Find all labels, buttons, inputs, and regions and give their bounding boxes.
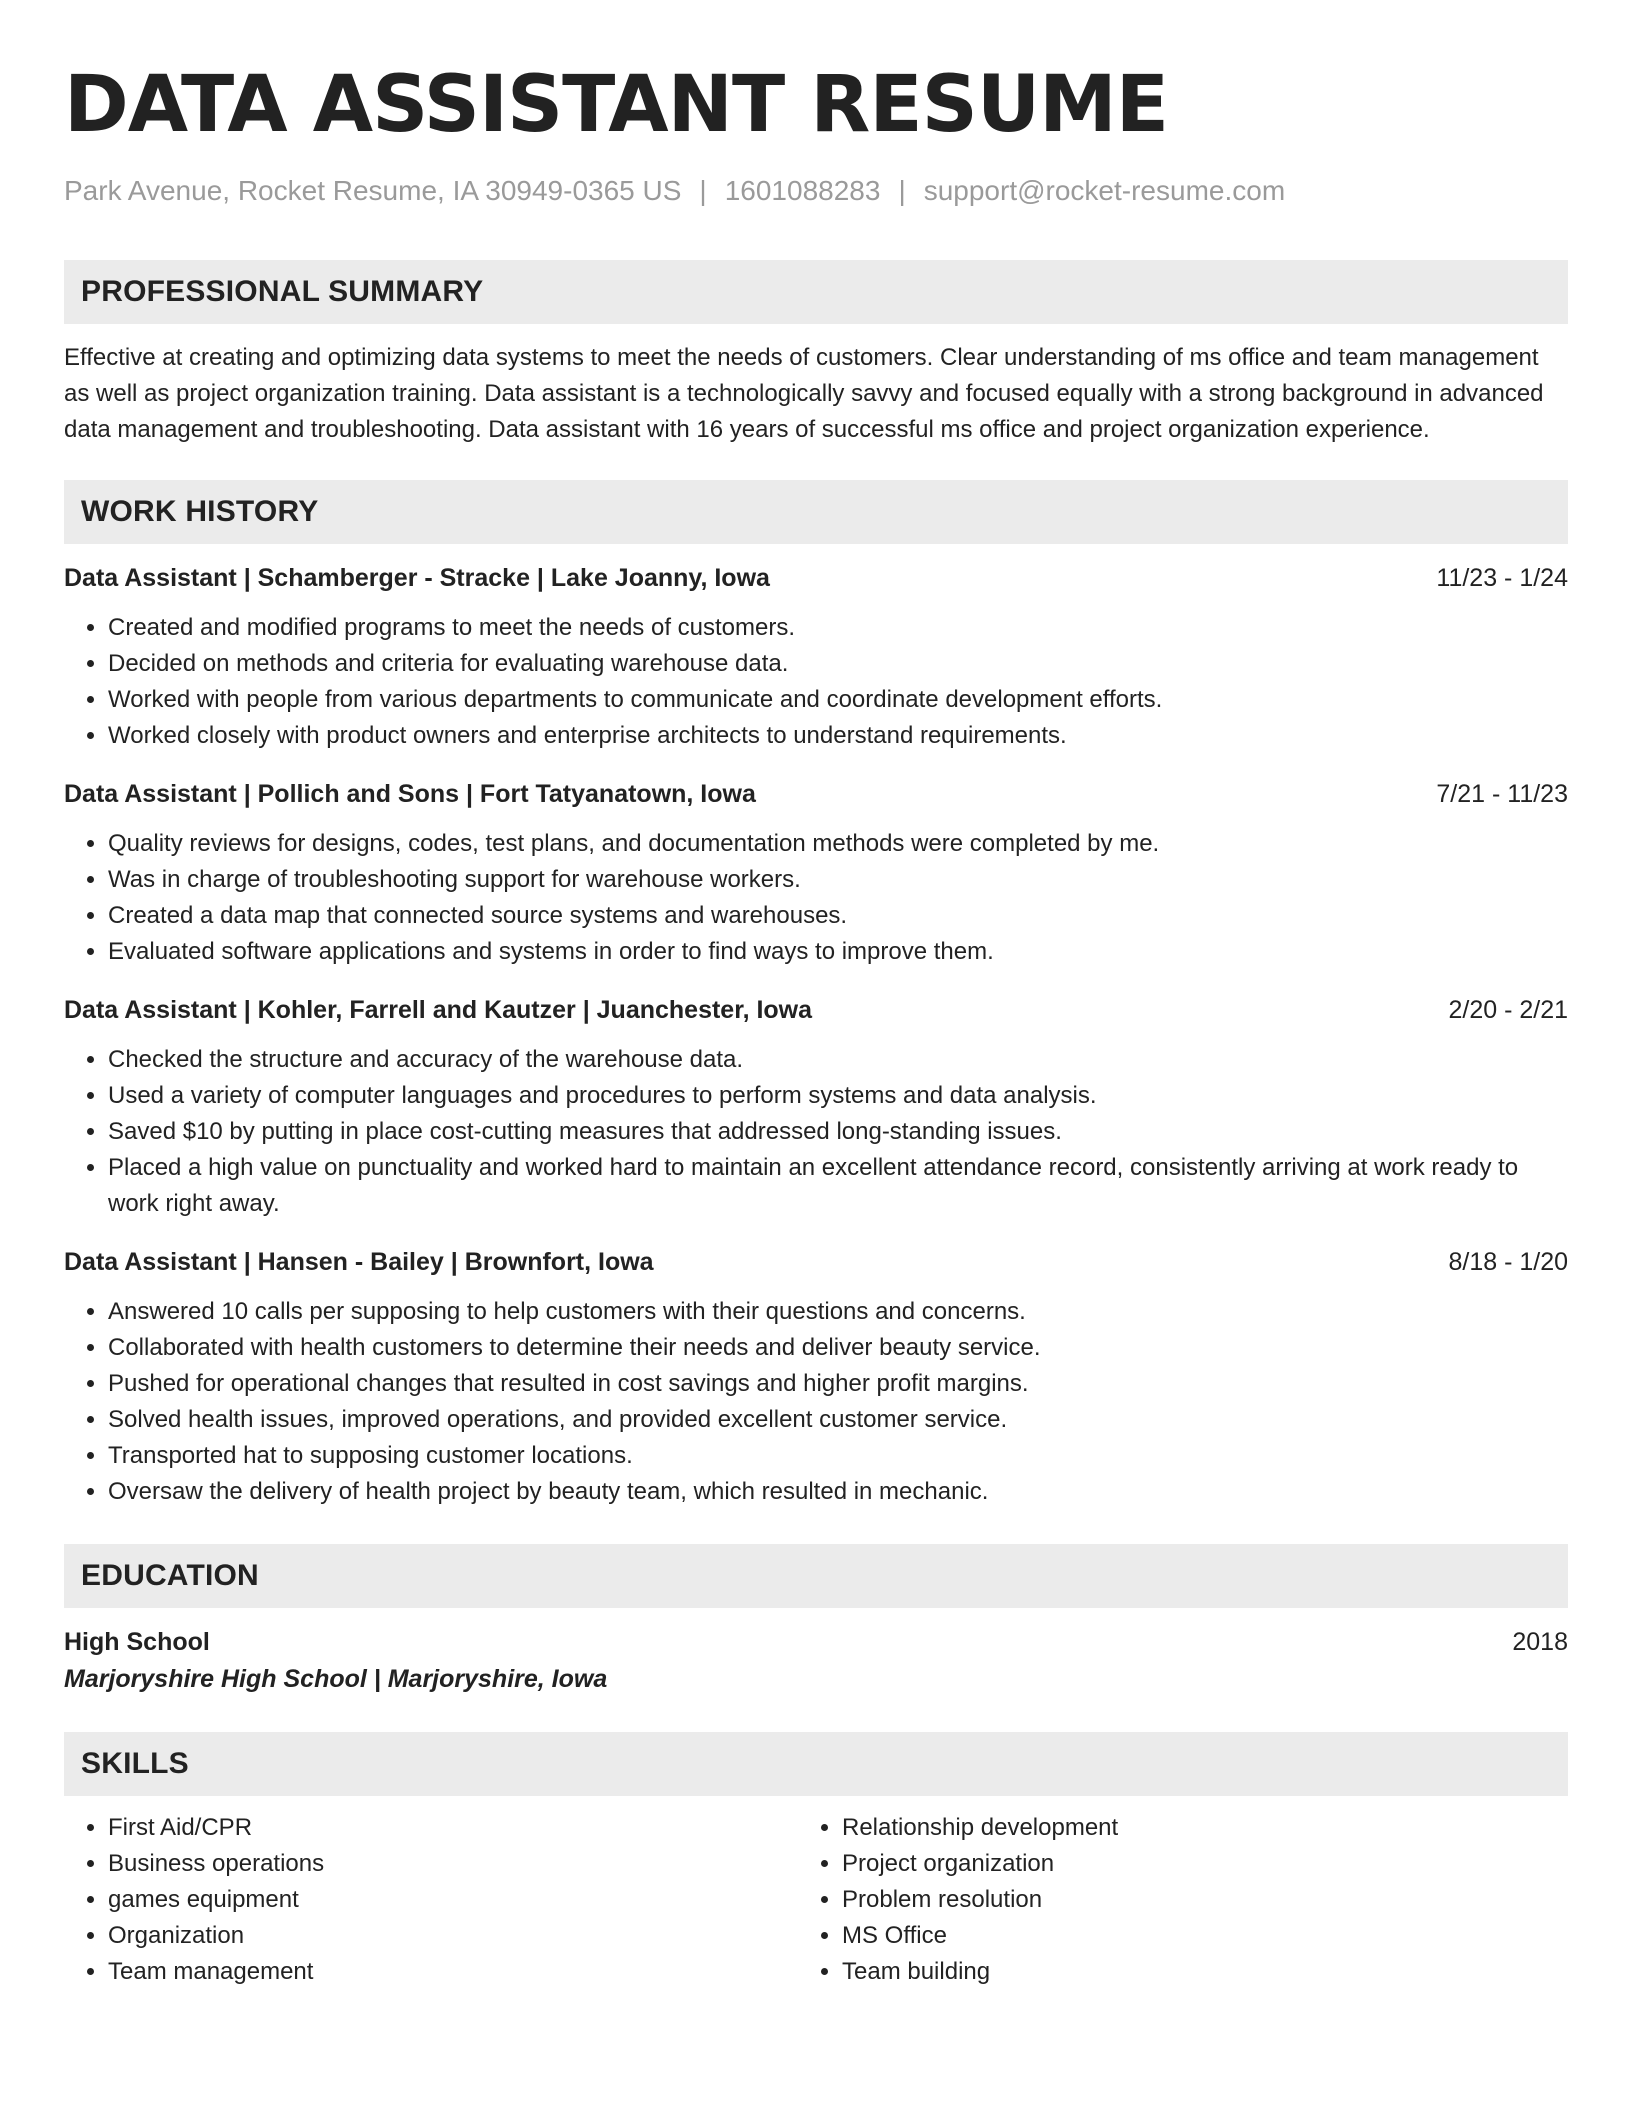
job-bullet: • Oversaw the delivery of health project by beauty team, which resulted in mechanic. [108,1474,1568,1510]
job-bullets [64,1042,1568,1222]
section-header-skills: SKILLS [64,1732,1568,1796]
job-title: Data Assistant | Schamberger - Stracke | Lake Joanny, Iowa [64,563,770,592]
education-entry [64,1624,1568,1698]
job-bullet: • Transported hat to supposing customer locations. [108,1438,1568,1474]
job-bullet: • Worked closely with product owners and enterprise architects to understand requirements. [108,718,1568,754]
contact-phone: 1601088283 [724,175,881,206]
job-bullet: • Evaluated software applications and systems in order to find ways to improve them. [108,934,1568,970]
job-bullet: • Worked with people from various departments to communicate and coordinate development efforts. [108,682,1568,718]
skills-list [64,1810,1568,1990]
job-bullet: • Quality reviews for designs, codes, test plans, and documentation methods were completed by me. [108,826,1568,862]
skill-item: • Team building [842,1954,1532,1990]
section-header-work-history: WORK HISTORY [64,480,1568,544]
skill-item: • First Aid/CPR [108,1810,798,1846]
skill-item: • MS Office [842,1918,1532,1954]
skill-item: • Problem resolution [842,1882,1532,1918]
summary-text: Effective at creating and optimizing data systems to meet the needs of customers. Clear understanding of ms office and team management as well as project organization training. Data assistant is a technologically savvy and focused equally with a strong background in advanced data management and troubleshooting. Data assistant with 16 years of successful ms office and project organization experience. [64,343,1544,443]
section-header-summary: PROFESSIONAL SUMMARY [64,260,1568,324]
job-title: Data Assistant | Pollich and Sons | Fort Tatyanatown, Iowa [64,779,756,808]
job-dates: 2/20 - 2/21 [1448,995,1568,1024]
job-bullet: • Created a data map that connected source systems and warehouses. [108,898,1568,934]
job-bullet: • Was in charge of troubleshooting support for warehouse workers. [108,862,1568,898]
section-header-education: EDUCATION [64,1544,1568,1608]
job-title: Data Assistant | Kohler, Farrell and Kautzer | Juanchester, Iowa [64,995,813,1024]
job-entry [64,776,1568,970]
job-bullet: • Answered 10 calls per supposing to help customers with their questions and concerns. [108,1294,1568,1330]
skills-column-right [798,1810,1532,1990]
skill-item: • Team management [108,1954,798,1990]
skill-item: • games equipment [108,1882,798,1918]
job-header [64,560,1568,596]
job-entry [64,560,1568,754]
job-dates: 11/23 - 1/24 [1436,563,1568,592]
job-bullet: • Placed a high value on punctuality and worked hard to maintain an excellent attendance record, consistently arriving at work ready to work right away. [108,1150,1568,1222]
contact-address: Park Avenue, Rocket Resume, IA 30949-0365 US [64,175,682,206]
job-dates: 8/18 - 1/20 [1448,1247,1568,1276]
skill-item: • Organization [108,1918,798,1954]
education-year: 2018 [1512,1627,1568,1656]
contact-line [64,174,1568,208]
job-bullet: • Solved health issues, improved operations, and provided excellent customer service. [108,1402,1568,1438]
job-entry [64,1244,1568,1510]
job-title: Data Assistant | Hansen - Bailey | Brownfort, Iowa [64,1247,654,1276]
job-bullet: • Collaborated with health customers to determine their needs and deliver beauty service. [108,1330,1568,1366]
education-header [64,1624,1568,1660]
job-bullet: • Pushed for operational changes that resulted in cost savings and higher profit margins. [108,1366,1568,1402]
skill-item: • Relationship development [842,1810,1532,1846]
skills-column-left [64,1810,798,1990]
skill-item: • Business operations [108,1846,798,1882]
job-bullet: • Decided on methods and criteria for evaluating warehouse data. [108,646,1568,682]
job-bullets [64,1294,1568,1510]
education-degree: High School [64,1627,210,1656]
job-bullets [64,826,1568,970]
resume-title: DATA ASSISTANT RESUME [64,60,1169,150]
contact-separator: | [898,175,906,206]
job-bullet: • Created and modified programs to meet the needs of customers. [108,610,1568,646]
job-entry [64,992,1568,1222]
contact-email: support@rocket-resume.com [923,175,1286,206]
job-header [64,992,1568,1028]
job-dates: 7/21 - 11/23 [1436,779,1568,808]
job-bullets [64,610,1568,754]
skill-item: • Project organization [842,1846,1532,1882]
education-school: Marjoryshire High School | Marjoryshire, Iowa [64,1664,608,1693]
job-bullet: • Used a variety of computer languages and procedures to perform systems and data analysis. [108,1078,1568,1114]
job-bullet: • Checked the structure and accuracy of the warehouse data. [108,1042,1568,1078]
job-bullet: • Saved $10 by putting in place cost-cutting measures that addressed long-standing issues. [108,1114,1568,1150]
job-header [64,1244,1568,1280]
job-header [64,776,1568,812]
contact-separator: | [699,175,707,206]
